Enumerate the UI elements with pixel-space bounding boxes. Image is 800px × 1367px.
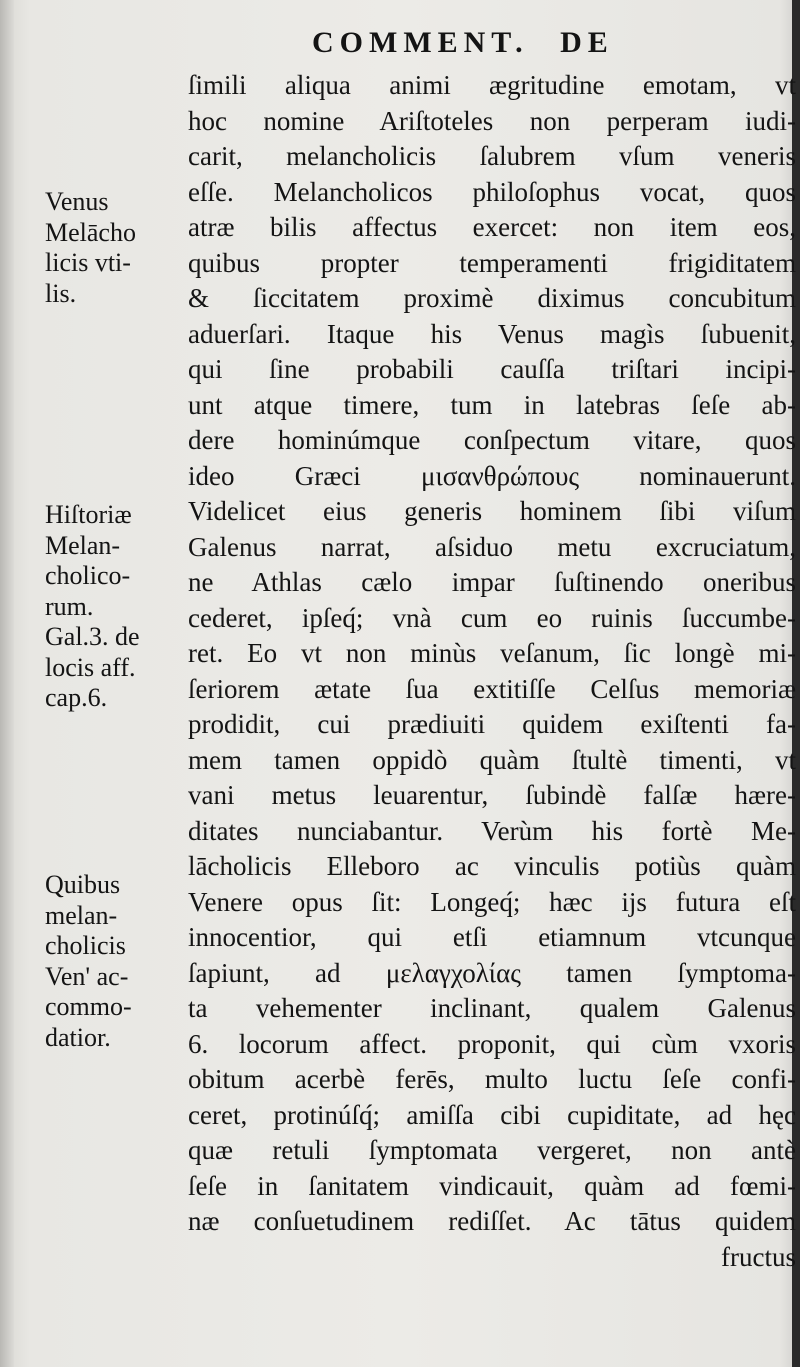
margin-note-line: lis. (45, 278, 77, 308)
text-line: & ſiccitatem proximè diximus concubitum (188, 283, 796, 313)
text-line: cederet, ipſeq́; vnà cum eo ruinis ſuccumbe- (188, 602, 796, 633)
text-line: ſeriorem ætate ſua extitiſſe Celſus memoriæ (188, 673, 796, 704)
margin-note-line: Ven' ac- (45, 961, 129, 991)
text-line: ta vehementer inclinant, qualem Galenus (188, 993, 796, 1023)
text-line: ditates nunciabantur. Verùm his fortè Me- (188, 815, 796, 846)
margin-note-line: cholico- (45, 561, 131, 590)
margin-note-line: cap.6. (45, 683, 108, 712)
margin-note-line: Quibus (45, 870, 121, 899)
text-line: hoc nomine Ariſtoteles non perperam iudi- (188, 105, 796, 136)
margin-note-line: cholicis (45, 931, 126, 960)
header-title: COMMENT. (312, 26, 529, 59)
margin-note-line: Gal.3. de (45, 622, 140, 651)
text-line: mem tamen oppidò quàm ſtultè timenti, vt (188, 744, 796, 775)
text-line: dere hominúmque conſpectum vitare, quos (188, 425, 796, 455)
margin-note-line: datior. (45, 1022, 111, 1052)
margin-note-quibus (45, 870, 185, 1053)
text-line: Videlicet eius generis hominem ſibi viſum (188, 496, 796, 526)
text-line: ret. Eo vt non minùs veſanum, ſic longè mi- (188, 638, 796, 668)
running-header (312, 26, 672, 66)
text-line: ideo Græci μισανθρώπους nominauerunt. (188, 460, 796, 491)
text-line: prodidit, cui prædiuiti quidem exiſtenti fa- (188, 709, 796, 739)
margin-note-line: Melācho (45, 217, 136, 247)
margin-note-line: commo- (45, 992, 132, 1021)
text-line: lācholicis Elleboro ac vinculis potiùs quàm (188, 851, 796, 881)
margin-note-line: Venus (45, 187, 109, 216)
text-line: Venere opus ſit: Longeq́; hæc ijs futura eſt (188, 886, 796, 917)
text-line: næ conſuetudinem rediſſet. Ac tātus quidem (188, 1206, 796, 1236)
text-line: quibus propter temperamenti frigiditatem (188, 247, 796, 278)
text-line: innocentior, qui etſi etiamnum vtcunque (188, 922, 796, 952)
page-left-edge (0, 0, 14, 1367)
text-line: carit, melancholicis ſalubrem vſum veneris (188, 141, 796, 171)
text-line: quæ retuli ſymptomata vergeret, non antè (188, 1135, 796, 1165)
text-line: vani metus leuarentur, ſubindè falſæ hære- (188, 780, 796, 810)
text-line: obitum acerbè ferēs, multo luctu ſeſe confi- (188, 1064, 796, 1094)
text-line: ne Athlas cælo impar ſuſtinendo oneribus (188, 567, 796, 597)
margin-note-line: Hiſtoriæ (45, 500, 132, 529)
margin-note-line: locis aff. (45, 652, 136, 682)
text-line: ſeſe in ſanitatem vindicauit, quàm ad fœmi- (188, 1170, 796, 1201)
text-line: 6. locorum affect. proponit, qui cùm vxoris (188, 1028, 796, 1059)
main-text-block (188, 68, 796, 1275)
text-line: qui ſine probabili cauſſa triſtari incipi- (188, 354, 796, 384)
text-line: unt atque timere, tum in latebras ſeſe ab- (188, 389, 796, 420)
text-line: atræ bilis affectus exercet: non item eos, (188, 212, 796, 242)
margin-note-line: rum. (45, 591, 94, 621)
text-line: Galenus narrat, aſsiduo metu excruciatum, (188, 531, 796, 562)
margin-note-line: licis vti- (45, 248, 131, 277)
margin-note-historiae (45, 500, 185, 714)
catchword: fructus (721, 1241, 796, 1272)
text-line: ſapiunt, ad μελαγχολίας tamen ſymptoma- (188, 957, 796, 988)
text-line: ceret, protinúſq́; amiſſa cibi cupiditate, ad hęc (188, 1099, 796, 1130)
margin-note-line: Melan- (45, 530, 121, 560)
text-line: eſſe. Melancholicos philoſophus vocat, quos (188, 176, 796, 207)
header-word: DE (560, 26, 614, 59)
margin-note-venus (45, 187, 185, 309)
text-line: ſimili aliqua animi ægritudine emotam, vt (188, 70, 796, 100)
margin-note-line: melan- (45, 900, 118, 930)
text-line: aduerſari. Itaque his Venus magìs ſubuenit, (188, 318, 796, 349)
